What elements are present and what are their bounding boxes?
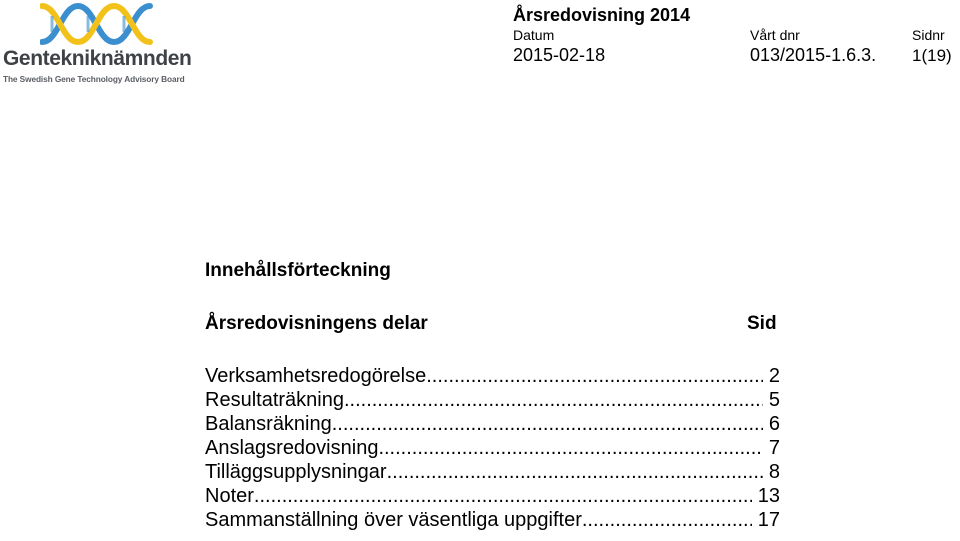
organization-logo bbox=[0, 0, 205, 92]
dot-leader bbox=[344, 388, 763, 412]
toc-entry-title: Sammanställning över väsentliga uppgifter bbox=[205, 509, 582, 531]
toc-entry-page: 5 bbox=[768, 389, 780, 411]
toc-entry-page: 7 bbox=[768, 437, 780, 459]
page-number-label: Sidnr bbox=[912, 27, 945, 43]
toc-page-column-label: Sid bbox=[747, 313, 777, 334]
toc-heading: Innehållsförteckning bbox=[205, 260, 391, 281]
toc-list bbox=[205, 364, 780, 532]
toc-entry-title: Anslagsredovisning bbox=[205, 437, 379, 459]
page-number-value: 1(19) bbox=[912, 46, 952, 65]
toc-entry[interactable] bbox=[205, 460, 780, 484]
toc-entry-title: Resultaträkning bbox=[205, 389, 344, 411]
toc-entry-page: 13 bbox=[757, 485, 780, 507]
dot-leader bbox=[426, 364, 763, 388]
dna-helix-icon bbox=[40, 2, 160, 46]
dot-leader bbox=[254, 484, 752, 508]
toc-entry-title: Noter bbox=[205, 485, 254, 507]
document-title: Årsredovisning 2014 bbox=[513, 5, 691, 25]
reference-number-label: Vårt dnr bbox=[750, 27, 800, 43]
toc-entry[interactable] bbox=[205, 508, 780, 532]
dot-leader bbox=[387, 460, 763, 484]
toc-entry[interactable] bbox=[205, 484, 780, 508]
toc-entry[interactable] bbox=[205, 388, 780, 412]
toc-entry-title: Balansräkning bbox=[205, 413, 332, 435]
reference-number-value: 013/2015-1.6.3. bbox=[750, 45, 877, 65]
date-label: Datum bbox=[513, 27, 555, 43]
logo-tagline: The Swedish Gene Technology Advisory Board bbox=[3, 74, 185, 84]
dot-leader bbox=[332, 412, 763, 436]
toc-entry[interactable] bbox=[205, 412, 780, 436]
toc-entry-page: 2 bbox=[768, 365, 780, 387]
toc-entry[interactable] bbox=[205, 364, 780, 388]
date-value: 2015-02-18 bbox=[513, 45, 606, 65]
toc-entry-page: 8 bbox=[768, 461, 780, 483]
logo-wordmark: Gentekniknämnden bbox=[3, 47, 192, 70]
toc-entry-page: 6 bbox=[768, 413, 780, 435]
toc-section-title: Årsredovisningens delar bbox=[205, 313, 428, 334]
dot-leader bbox=[582, 508, 752, 532]
toc-entry-page: 17 bbox=[757, 509, 780, 531]
toc-entry[interactable] bbox=[205, 436, 780, 460]
toc-entry-title: Verksamhetsredogörelse bbox=[205, 365, 427, 387]
dot-leader bbox=[378, 436, 762, 460]
toc-entry-title: Tilläggsupplysningar bbox=[205, 461, 387, 483]
